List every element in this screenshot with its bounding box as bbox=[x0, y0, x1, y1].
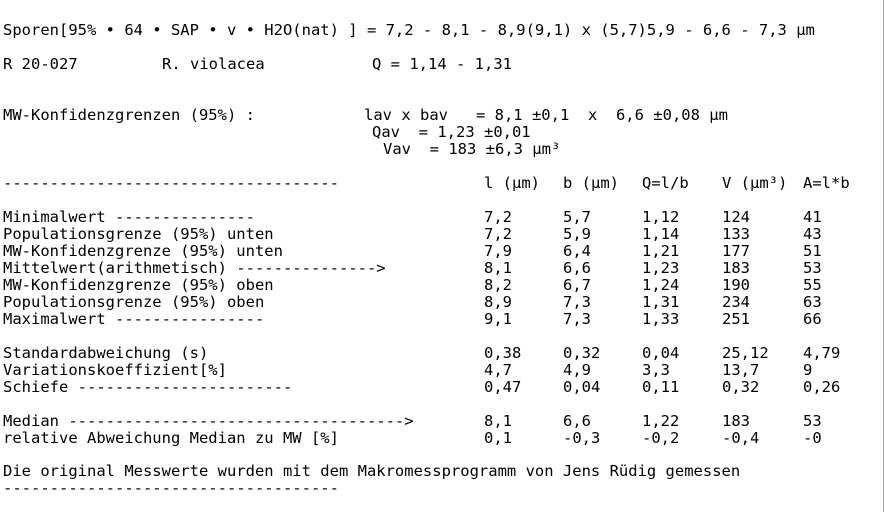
table-cell: 7,9 bbox=[484, 242, 512, 260]
table-cell: 8,1 bbox=[484, 412, 512, 430]
column-header-area: A=l*b bbox=[803, 174, 850, 192]
table-cell: 190 bbox=[722, 276, 750, 294]
table-cell: 1,14 bbox=[642, 225, 680, 243]
table-cell: 5,9 bbox=[563, 225, 591, 243]
row-label: Mittelwert(arithmetisch) ---------------> bbox=[3, 259, 386, 277]
table-cell: 1,33 bbox=[642, 310, 680, 328]
table-cell: 251 bbox=[722, 310, 750, 328]
column-header-q: Q=l/b bbox=[642, 174, 689, 192]
table-divider: ------------------------------------ bbox=[3, 174, 339, 192]
table-cell: 1,31 bbox=[642, 293, 680, 311]
table-cell: 0,47 bbox=[484, 378, 522, 396]
table-cell: 0,04 bbox=[563, 378, 601, 396]
table-cell: 5,7 bbox=[563, 208, 591, 226]
column-header-width: b (µm) bbox=[563, 174, 619, 192]
table-cell: 53 bbox=[803, 412, 822, 430]
table-cell: 4,9 bbox=[563, 361, 591, 379]
table-cell: 183 bbox=[722, 412, 750, 430]
row-label: Minimalwert --------------- bbox=[3, 208, 255, 226]
table-cell: 234 bbox=[722, 293, 750, 311]
table-cell: 63 bbox=[803, 293, 822, 311]
table-cell: 8,9 bbox=[484, 293, 512, 311]
table-cell: 8,1 bbox=[484, 259, 512, 277]
table-cell: 0,26 bbox=[803, 378, 841, 396]
row-label: MW-Konfidenzgrenze (95%) oben bbox=[3, 276, 274, 294]
table-cell: 3,3 bbox=[642, 361, 670, 379]
qav-value: Qav = 1,23 ±0,01 bbox=[372, 123, 531, 141]
table-cell: 7,2 bbox=[484, 225, 512, 243]
table-cell: 7,3 bbox=[563, 293, 591, 311]
table-cell: 133 bbox=[722, 225, 750, 243]
table-cell: 0,32 bbox=[722, 378, 760, 396]
table-cell: 8,2 bbox=[484, 276, 512, 294]
table-cell: -0,4 bbox=[722, 429, 760, 447]
table-cell: -0,2 bbox=[642, 429, 680, 447]
table-cell: 9 bbox=[803, 361, 813, 379]
column-header-volume: V (µm³) bbox=[722, 174, 788, 192]
table-cell: 53 bbox=[803, 259, 822, 277]
table-cell: 66 bbox=[803, 310, 822, 328]
q-range: Q = 1,14 - 1,31 bbox=[372, 55, 512, 73]
row-label: Populationsgrenze (95%) unten bbox=[3, 225, 274, 243]
table-cell: 0,1 bbox=[484, 429, 512, 447]
table-cell: 183 bbox=[722, 259, 750, 277]
collection-id: R 20-027 bbox=[3, 55, 78, 73]
row-label: Median ------------------------------------> bbox=[3, 412, 414, 430]
table-cell: -0 bbox=[803, 429, 822, 447]
row-label: Standardabweichung (s) bbox=[3, 344, 209, 362]
row-label: MW-Konfidenzgrenze (95%) unten bbox=[3, 242, 283, 260]
table-cell: 177 bbox=[722, 242, 750, 260]
table-cell: 1,23 bbox=[642, 259, 680, 277]
lav-bav-value: lav x bav = 8,1 ±0,1 x 6,6 ±0,08 µm bbox=[364, 106, 728, 124]
table-cell: 41 bbox=[803, 208, 822, 226]
table-cell: 4,79 bbox=[803, 344, 841, 362]
table-cell: 4,7 bbox=[484, 361, 512, 379]
table-cell: 55 bbox=[803, 276, 822, 294]
table-cell: 7,2 bbox=[484, 208, 512, 226]
table-cell: 6,6 bbox=[563, 412, 591, 430]
table-cell: 0,11 bbox=[642, 378, 680, 396]
table-cell: 0,32 bbox=[563, 344, 601, 362]
species-name: R. violacea bbox=[162, 55, 265, 73]
footer-divider: ------------------------------------ bbox=[3, 479, 339, 497]
table-cell: 9,1 bbox=[484, 310, 512, 328]
table-cell: -0,3 bbox=[563, 429, 601, 447]
table-cell: 51 bbox=[803, 242, 822, 260]
table-cell: 7,3 bbox=[563, 310, 591, 328]
table-cell: 13,7 bbox=[722, 361, 760, 379]
table-cell: 1,24 bbox=[642, 276, 680, 294]
column-header-length: l (µm) bbox=[484, 174, 540, 192]
row-label: Populationsgrenze (95%) oben bbox=[3, 293, 265, 311]
table-cell: 1,21 bbox=[642, 242, 680, 260]
row-label: Maximalwert ---------------- bbox=[3, 310, 265, 328]
spore-summary-line: Sporen[95% • 64 • SAP • v • H2O(nat) ] = 7,2 - 8,1 - 8,9(9,1) x (5,7)5,9 - 6,6 - 7,3 µm bbox=[3, 21, 815, 39]
table-cell: 6,6 bbox=[563, 259, 591, 277]
table-cell: 43 bbox=[803, 225, 822, 243]
table-cell: 124 bbox=[722, 208, 750, 226]
footer-note: Die original Messwerte wurden mit dem Makromessprogramm von Jens Rüdig gemessen bbox=[3, 462, 741, 480]
vav-value: Vav = 183 ±6,3 µm³ bbox=[383, 140, 561, 158]
table-cell: 25,12 bbox=[722, 344, 769, 362]
row-label: Variationskoeffizient[%] bbox=[3, 361, 227, 379]
table-cell: 1,12 bbox=[642, 208, 680, 226]
confidence-label: MW-Konfidenzgrenzen (95%) : bbox=[3, 106, 255, 124]
table-cell: 1,22 bbox=[642, 412, 680, 430]
table-cell: 0,38 bbox=[484, 344, 522, 362]
table-cell: 6,4 bbox=[563, 242, 591, 260]
table-cell: 0,04 bbox=[642, 344, 680, 362]
table-cell: 6,7 bbox=[563, 276, 591, 294]
row-label: Schiefe ----------------------- bbox=[3, 378, 293, 396]
row-label: relative Abweichung Median zu MW [%] bbox=[3, 429, 339, 447]
